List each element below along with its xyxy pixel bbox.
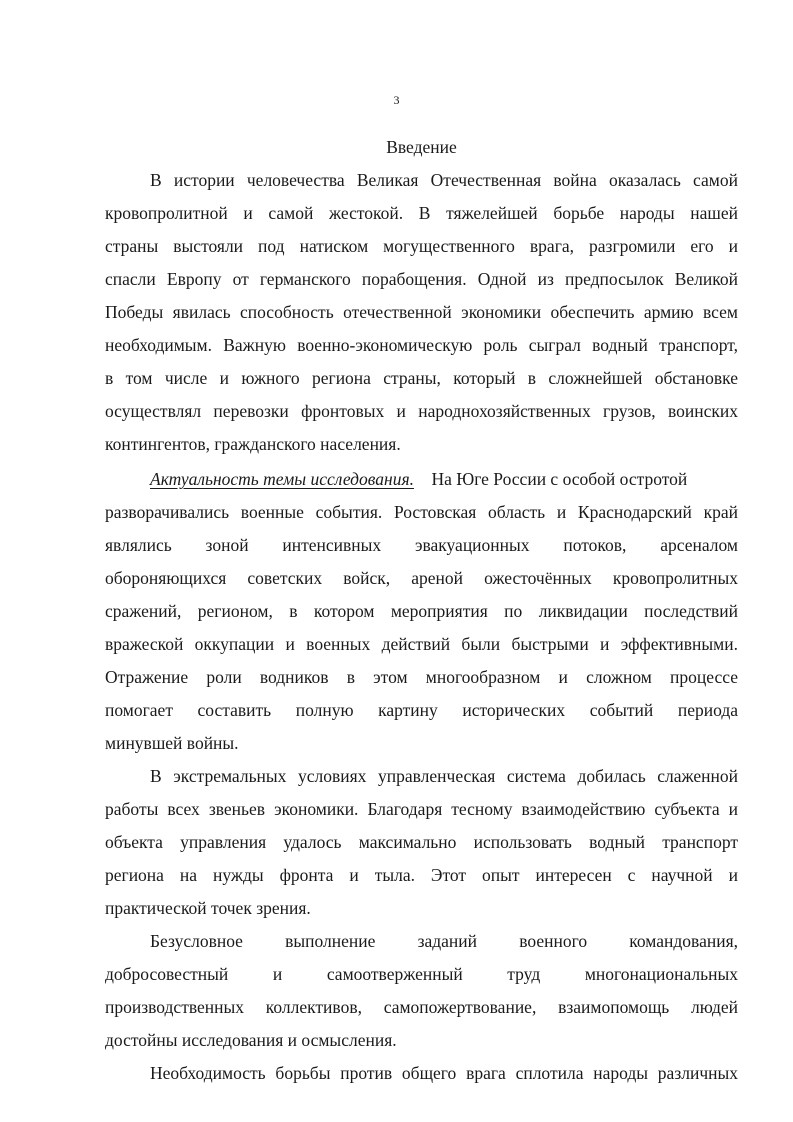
text-line: Необходимость борьбы против общего врага сплотила народы различных	[150, 1063, 738, 1083]
section-heading: Введение	[386, 137, 457, 157]
text-line: В экстремальных условиях управленческая система добилась слаженной	[150, 766, 738, 786]
page-number: 3	[393, 93, 400, 107]
text-line: спасли Европу от германского порабощения. Одной из предпосылок Великой	[105, 269, 738, 289]
text-line: Победы явилась способность отечественной экономики обеспечить армию всем	[105, 302, 738, 322]
text-line: Отражение роли водников в этом многообразном и сложном процессе	[105, 667, 738, 687]
relevance-label: Актуальность темы исследования.	[150, 469, 414, 489]
text-line: региона на нужды фронта и тыла. Этот опыт интересен с научной и	[105, 865, 738, 885]
text-line: минувшей войны.	[105, 733, 239, 753]
text-line: обороняющихся советских войск, ареной ожесточённых кровопролитных	[105, 568, 738, 588]
text-line: Безусловное выполнение заданий военного командования,	[150, 931, 738, 951]
text-line: практической точек зрения.	[105, 898, 311, 918]
text-line: объекта управления удалось максимально использовать водный транспорт	[105, 832, 738, 852]
text-line: контингентов, гражданского населения.	[105, 434, 401, 454]
text-line: осуществлял перевозки фронтовых и народнохозяйственных грузов, воинских	[105, 401, 738, 421]
text-line: добросовестный и самоотверженный труд многонациональных	[105, 964, 738, 984]
text-line: являлись зоной интенсивных эвакуационных потоков, арсеналом	[105, 535, 738, 555]
text-line: в том числе и южного региона страны, который в сложнейшей обстановке	[105, 368, 738, 388]
text-line: необходимым. Важную военно-экономическую роль сыграл водный транспорт,	[105, 335, 738, 355]
text-line: работы всех звеньев экономики. Благодаря тесному взаимодействию субъекта и	[105, 799, 738, 819]
text-line: достойны исследования и осмысления.	[105, 1030, 397, 1050]
text-line: страны выстояли под натиском могущественного врага, разгромили его и	[105, 236, 738, 256]
text-line: В истории человечества Великая Отечественная война оказалась самой	[150, 170, 738, 190]
text-line: производственных коллективов, самопожертвование, взаимопомощь людей	[105, 997, 738, 1017]
text-line: кровопролитной и самой жестокой. В тяжелейшей борьбе народы нашей	[105, 203, 738, 223]
text-line: вражеской оккупации и военных действий были быстрыми и эффективными.	[105, 634, 738, 654]
text-line: сражений, регионом, в котором мероприятия по ликвидации последствий	[105, 601, 738, 621]
text-line	[105, 463, 738, 495]
text-line: помогает составить полную картину исторических событий периода	[105, 700, 738, 720]
text-line: разворачивались военные события. Ростовская область и Краснодарский край	[105, 502, 738, 522]
text-line-rest: На Юге России с особой остротой	[431, 469, 688, 489]
